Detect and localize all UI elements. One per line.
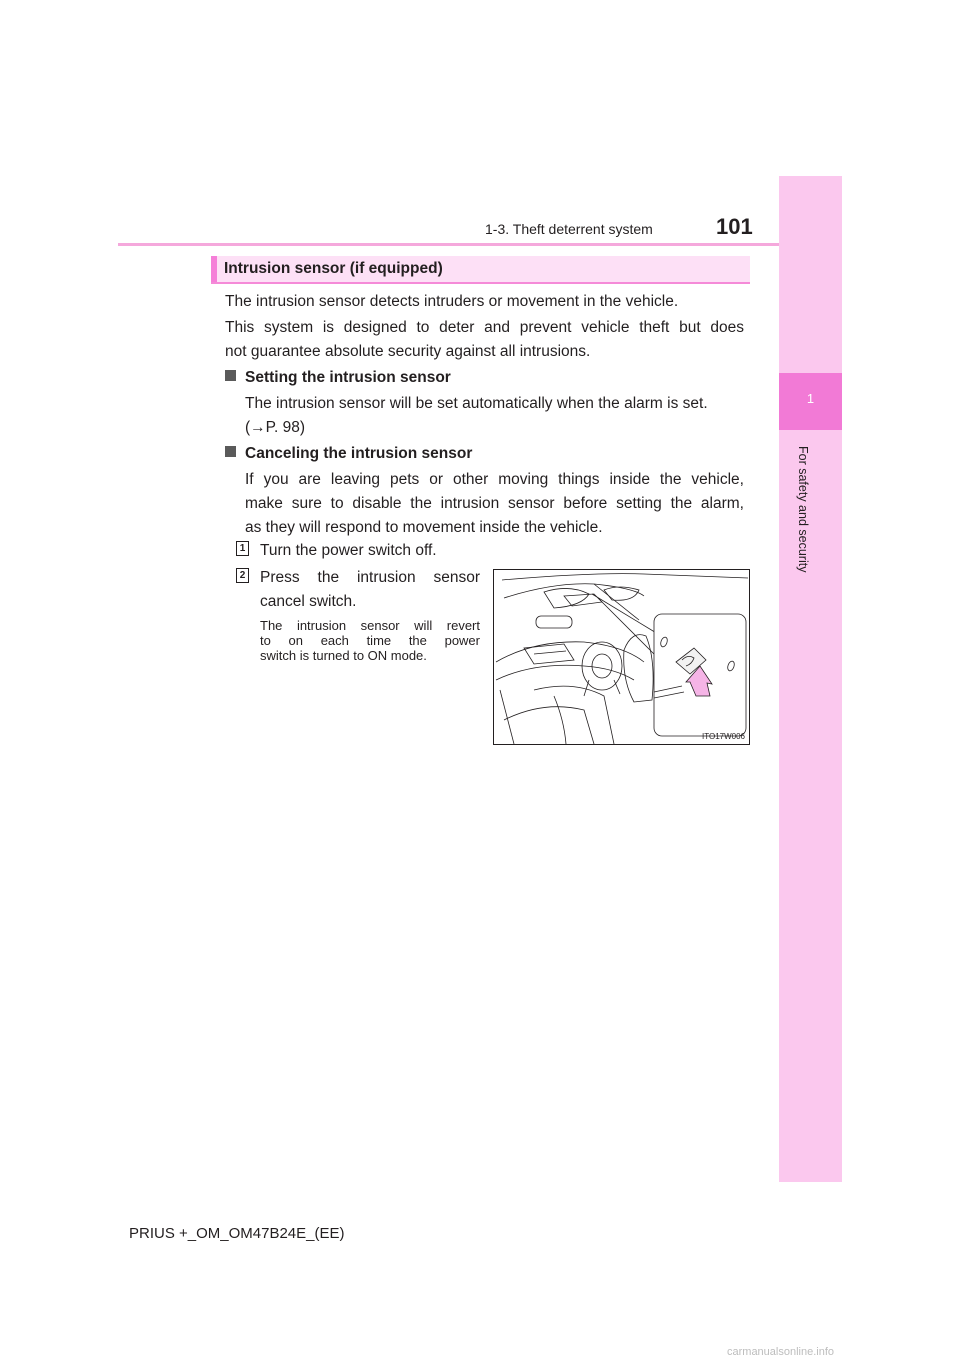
chapter-title-vertical: [796, 446, 826, 596]
note-line-1: The intrusion sensor will revert: [260, 618, 480, 633]
setting-text-page-ref: (→P. 98): [245, 419, 306, 436]
square-bullet-icon: [225, 446, 236, 457]
note-line-2: to on each time the power: [260, 633, 480, 648]
canceling-text-line-1: If you are leaving pets or other moving things inside the vehicle,: [245, 471, 744, 488]
canceling-heading-text: Canceling the intrusion sensor: [245, 445, 473, 462]
canceling-heading: [225, 442, 472, 466]
canceling-text-line-2: make sure to disable the intrusion sensor before setting the alarm,: [245, 495, 744, 512]
chapter-side-tab: [779, 176, 842, 1182]
footer-document-code: PRIUS +_OM_OM47B24E_(EE): [129, 1225, 345, 1242]
setting-heading-text: Setting the intrusion sensor: [245, 369, 451, 386]
setting-text-line-1: The intrusion sensor will be set automatically when the alarm is set.: [245, 395, 708, 412]
watermark: carmanualsonline.info: [727, 1346, 835, 1358]
step-number-badge: 1: [236, 541, 249, 556]
note-line-3: switch is turned to ON mode.: [260, 648, 427, 663]
cancel-switch-illustration: [493, 569, 750, 745]
figure-code: ITO17W006: [702, 732, 745, 741]
intro-paragraph-1: The intrusion sensor detects intruders or movement in the vehicle.: [225, 293, 679, 310]
chapter-number-tab: 1: [779, 373, 842, 430]
vehicle-interior-drawing: [494, 570, 749, 744]
intro-paragraph-2-line-2: not guarantee absolute security against all intrusions.: [225, 343, 591, 360]
square-bullet-icon: [225, 370, 236, 381]
step-number-badge: 2: [236, 568, 249, 583]
chapter-title-text: For safety and security: [796, 446, 810, 573]
step-2-text-line-1: Press the intrusion sensor: [260, 569, 480, 586]
setting-heading: [225, 366, 451, 390]
step-1-text: Turn the power switch off.: [260, 542, 437, 559]
intro-paragraph-2-line-1: This system is designed to deter and prevent vehicle theft but does: [225, 319, 744, 336]
section-heading-title: Intrusion sensor (if equipped): [224, 260, 443, 277]
header-section-title: 1-3. Theft deterrent system: [485, 221, 653, 237]
section-heading: [211, 256, 750, 284]
canceling-text-line-3: as they will respond to movement inside the vehicle.: [245, 519, 603, 536]
section-heading-accent-bar: [211, 256, 217, 282]
page-number: 101: [716, 214, 753, 239]
step-2-text-line-2: cancel switch.: [260, 593, 357, 610]
header-rule: [118, 243, 842, 246]
